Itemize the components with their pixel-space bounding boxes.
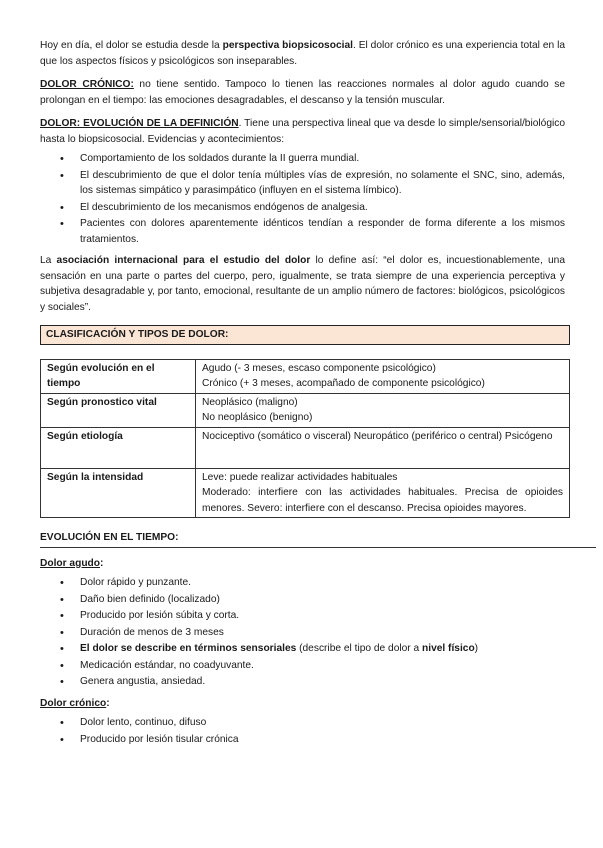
list-item	[80, 641, 565, 657]
dolor-agudo-heading	[40, 556, 565, 572]
intro-bold: perspectiva biopsicosocial	[222, 40, 353, 51]
table-value	[196, 427, 570, 468]
table-value	[196, 468, 570, 518]
list-item: • Medicación estándar, no coadyuvante.	[80, 658, 565, 674]
table-value-line: Neoplásico (maligno)	[202, 396, 298, 408]
list-item: • Pacientes con dolores aparentemente idénticos tendían a responder de forma diferente a los mismos tratamientos.	[80, 216, 565, 247]
table-key: Según etiología	[41, 427, 196, 468]
cronico-label: DOLOR CRÓNICO:	[40, 79, 134, 90]
evolucion-tiempo-heading: EVOLUCIÓN EN EL TIEMPO:	[40, 530, 596, 548]
dolor-agudo-list	[40, 575, 565, 690]
table-key: Según la intensidad	[41, 468, 196, 518]
cronico-paragraph	[40, 77, 565, 108]
list-item: • El descubrimiento de que el dolor tenía múltiples vías de expresión, no solamente el SNC, sino, además, los sistemas simpático y parasimpático (influyen en el sistema límbico).	[80, 168, 565, 199]
list-item: • Genera angustia, ansiedad.	[80, 674, 565, 690]
asociacion-text-start: La	[40, 255, 57, 266]
asociacion-paragraph	[40, 253, 565, 315]
table-row	[41, 393, 570, 427]
clasificacion-table	[40, 359, 570, 519]
special-bold: El dolor se describe en términos sensoriales	[80, 643, 297, 654]
evolucion-definicion-label: DOLOR: EVOLUCIÓN DE LA DEFINICIÓN	[40, 118, 239, 129]
dolor-cronico-heading	[40, 696, 565, 712]
intro-text-end: . El dolor crónico es una experiencia total en la que los aspectos físicos y psicológicos son inseparables.	[40, 40, 566, 67]
list-item: • Daño bien definido (localizado)	[80, 592, 565, 608]
table-row	[41, 359, 570, 393]
intro-paragraph	[40, 38, 565, 69]
asociacion-text-end: lo define así: “el dolor es, incuestionablemente, una sensación en una parte o partes del cuerpo, pero, igualmente, se trata siempre de una experiencia perceptiva y subjetiva desagradable y, por tanto, emocional, resultante de un amplio número de factores: biológicos, psicológicos y sociales”.	[40, 255, 565, 313]
table-value-line: Agudo (- 3 meses, escaso componente psicológico)	[202, 362, 436, 374]
table-value-line: No neoplásico (benigno)	[202, 412, 313, 423]
list-item: • Duración de menos de 3 meses	[80, 625, 565, 641]
cronico-text: no tiene sentido. Tampoco lo tienen las reacciones normales al dolor agudo cuando se prolongan en el tiempo: las emociones desagradables, el descanso y la tensión muscular.	[40, 79, 565, 106]
evolucion-definicion-text: . Tiene una perspectiva lineal que va desde lo simple/sensorial/biológico hasta lo biopsicosocial. Evidencias y acontecimientos:	[40, 118, 566, 145]
list-item: • El descubrimiento de los mecanismos endógenos de analgesia.	[80, 200, 565, 216]
clasificacion-heading: CLASIFICACIÓN Y TIPOS DE DOLOR:	[40, 325, 570, 345]
table-value-line: Leve: puede realizar actividades habituales	[202, 471, 398, 483]
dolor-agudo-title: Dolor agudo	[40, 557, 100, 569]
table-value-line: Moderado: interfiere con las actividades habituales. Precisa de opioides menores. Severo: interfiere con el descanso. Precisa opioides mayores.	[202, 487, 563, 514]
colon: :	[106, 697, 110, 709]
asociacion-bold: asociación internacional para el estudio del dolor	[56, 255, 311, 266]
table-row	[41, 427, 570, 468]
list-item: • Comportamiento de los soldados durante la II guerra mundial.	[80, 151, 565, 167]
evidencias-list	[40, 151, 565, 247]
special-end: )	[474, 643, 479, 654]
list-item: • Producido por lesión súbita y corta.	[80, 608, 565, 624]
list-item: • Dolor rápido y punzante.	[80, 575, 565, 591]
list-item: • Producido por lesión tisular crónica	[80, 732, 565, 748]
special-mid: (describe el tipo de dolor a	[296, 643, 423, 654]
table-row	[41, 468, 570, 518]
table-value-line: Nociceptivo (somático o visceral) Neuropático (periférico o central) Psicógeno	[202, 430, 553, 442]
table-key: Según evolución en el tiempo	[41, 359, 196, 393]
list-item: • Dolor lento, continuo, difuso	[80, 715, 565, 731]
table-value	[196, 359, 570, 393]
intro-text-start: Hoy en día, el dolor se estudia desde la	[40, 40, 223, 51]
dolor-cronico-list	[40, 715, 565, 747]
table-value-line: Crónico (+ 3 meses, acompañado de componente psicológico)	[202, 378, 485, 389]
table-value	[196, 393, 570, 427]
dolor-cronico-title: Dolor crónico	[40, 697, 107, 709]
colon: :	[100, 557, 104, 569]
table-key: Según pronostico vital	[41, 393, 196, 427]
special-bold2: nivel físico	[422, 643, 475, 654]
evolucion-definicion-paragraph	[40, 116, 565, 147]
